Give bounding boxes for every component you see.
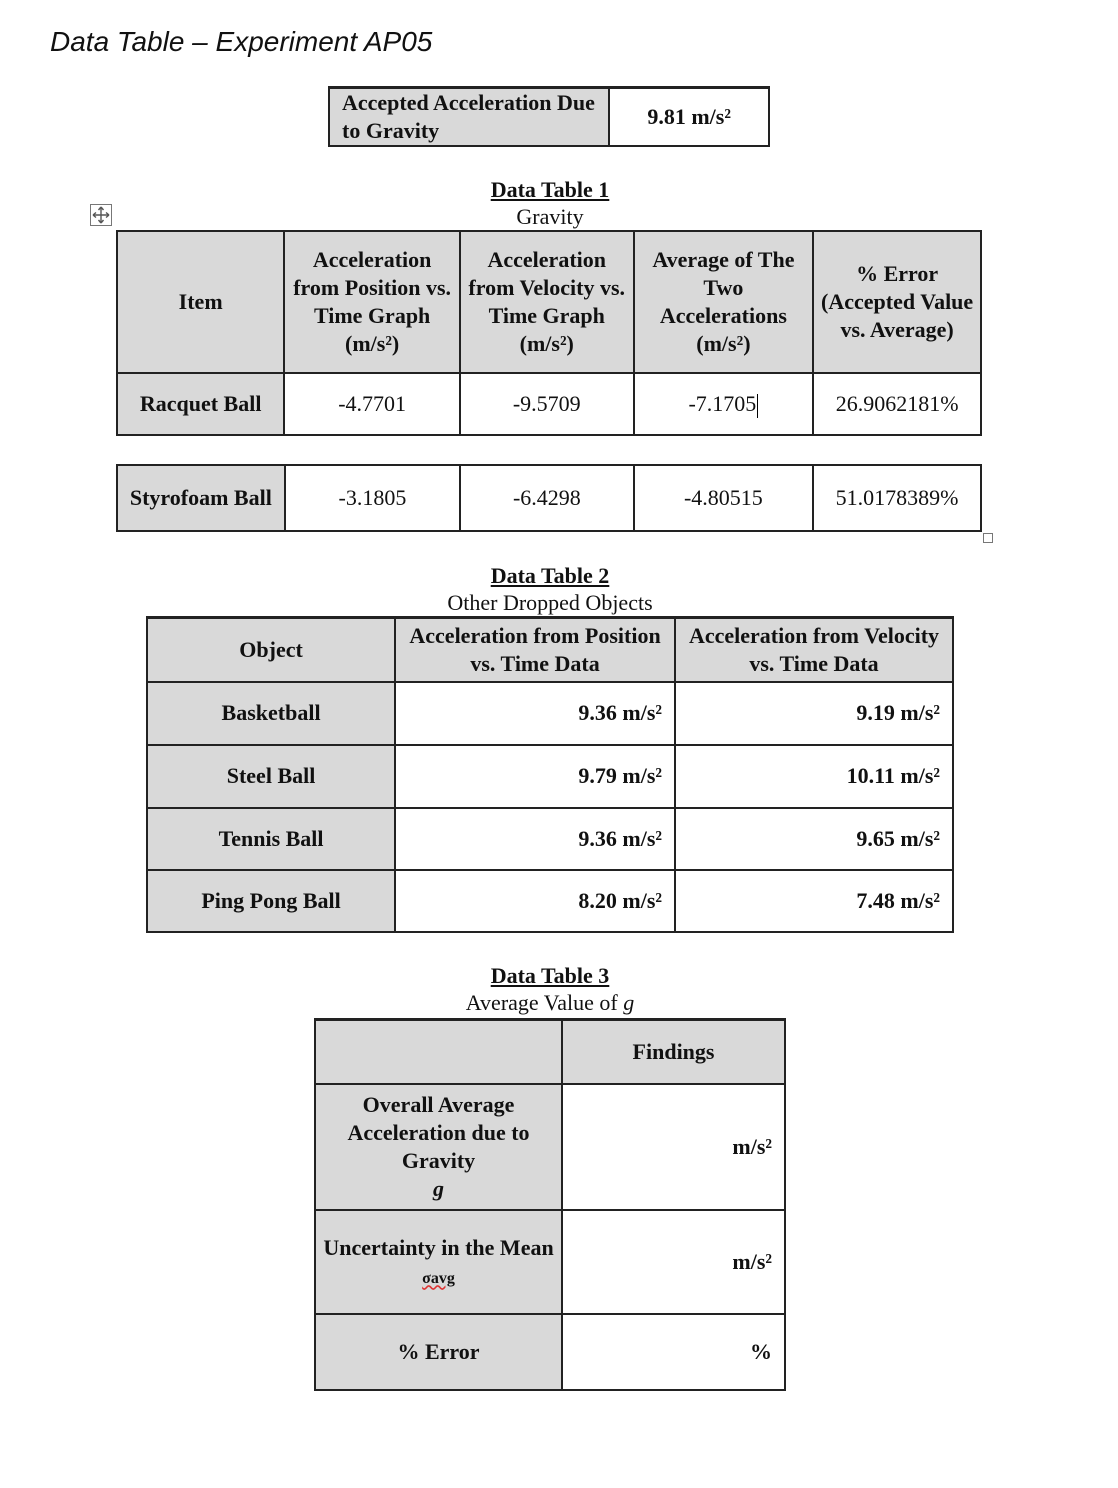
table2-object-cell: Ping Pong Ball	[147, 870, 395, 932]
table2-pos-cell[interactable]: 9.36 m/s²	[395, 808, 675, 870]
text-cursor	[757, 394, 758, 418]
document-title: Data Table – Experiment AP05	[50, 26, 433, 57]
table1-error-cell[interactable]: 51.0178389%	[813, 465, 981, 531]
table3-label-symbol: σavg	[422, 1269, 455, 1287]
accepted-gravity-value: 9.81 m/s²	[609, 88, 769, 147]
table-move-icon[interactable]	[90, 204, 112, 226]
table-row	[147, 745, 953, 808]
table-row	[147, 870, 953, 932]
table3-label-text: Uncertainty in the Mean	[323, 1234, 554, 1260]
table2-vel-cell[interactable]: 9.65 m/s²	[675, 808, 953, 870]
table1-error-cell[interactable]: 26.9062181%	[813, 373, 981, 435]
table1-pos-cell[interactable]: -3.1805	[285, 465, 460, 531]
table1-header-error: % Error (Accepted Value vs. Average)	[813, 231, 981, 373]
table2-title: Data Table 2	[490, 563, 610, 588]
table3-label-symbol: g	[433, 1175, 445, 1201]
table2-subtitle: Other Dropped Objects	[447, 590, 653, 615]
data-table-1	[116, 230, 982, 436]
table1-header-vel: Acceleration from Velocity vs. Time Graph (m/s²)	[460, 231, 634, 373]
table1-header-row	[117, 231, 981, 373]
table1-pos-cell[interactable]: -4.7701	[284, 373, 460, 435]
table2-object-cell: Tennis Ball	[147, 808, 395, 870]
table1-title: Data Table 1	[490, 177, 610, 202]
table-row	[315, 1314, 785, 1390]
table-row	[147, 808, 953, 870]
table2-vel-cell[interactable]: 7.48 m/s²	[675, 870, 953, 932]
table3-label-cell	[315, 1084, 562, 1210]
table3-finding-cell[interactable]: m/s²	[562, 1210, 785, 1314]
table1-caption	[400, 176, 700, 230]
table1-item-cell: Styrofoam Ball	[117, 465, 285, 531]
table3-caption	[400, 962, 700, 1016]
table-row	[117, 465, 981, 531]
table-resize-icon[interactable]	[983, 533, 993, 543]
data-table-2	[146, 616, 954, 933]
table1-subtitle: Gravity	[516, 204, 584, 229]
table1-vel-cell[interactable]: -9.5709	[460, 373, 634, 435]
table3-header-findings: Findings	[562, 1020, 785, 1084]
table3-label-cell: % Error	[315, 1314, 562, 1390]
table3-finding-cell[interactable]: m/s²	[562, 1084, 785, 1210]
table3-header-blank	[315, 1020, 562, 1084]
table1-vel-cell[interactable]: -6.4298	[460, 465, 633, 531]
table3-subtitle-text: Average Value of	[465, 990, 618, 1015]
accepted-gravity-table	[328, 86, 770, 147]
table2-header-row	[147, 618, 953, 682]
table3-subtitle	[400, 989, 700, 1016]
table2-header-object: Object	[147, 618, 395, 682]
table2-header-pos: Acceleration from Position vs. Time Data	[395, 618, 675, 682]
data-table-1-continued	[116, 464, 982, 532]
table3-label-cell	[315, 1210, 562, 1314]
accepted-gravity-label: Accepted Acceleration Due to Gravity	[329, 88, 609, 147]
table2-vel-cell[interactable]: 10.11 m/s²	[675, 745, 953, 808]
table1-item-cell: Racquet Ball	[117, 373, 284, 435]
table2-object-cell: Steel Ball	[147, 745, 395, 808]
table2-pos-cell[interactable]: 8.20 m/s²	[395, 870, 675, 932]
table3-finding-cell[interactable]: %	[562, 1314, 785, 1390]
data-table-3	[314, 1018, 786, 1391]
table1-header-pos: Acceleration from Position vs. Time Graph (m/s²)	[284, 231, 460, 373]
table2-caption	[380, 562, 720, 616]
table2-header-vel: Acceleration from Velocity vs. Time Data	[675, 618, 953, 682]
table2-pos-cell[interactable]: 9.79 m/s²	[395, 745, 675, 808]
table-row	[147, 682, 953, 745]
table-row	[315, 1084, 785, 1210]
table3-title: Data Table 3	[490, 963, 610, 988]
table1-avg-cell[interactable]: -4.80515	[634, 465, 814, 531]
table-row	[117, 373, 981, 435]
table3-header-row	[315, 1020, 785, 1084]
table2-pos-cell[interactable]: 9.36 m/s²	[395, 682, 675, 745]
table1-avg-cell[interactable]	[634, 373, 814, 435]
table3-label-text: Overall Average Acceleration due to Gravity	[347, 1091, 530, 1173]
table2-object-cell: Basketball	[147, 682, 395, 745]
table1-avg-value: -7.1705	[688, 391, 757, 416]
table-row	[315, 1210, 785, 1314]
table1-header-avg: Average of The Two Accelerations (m/s²)	[634, 231, 814, 373]
table2-vel-cell[interactable]: 9.19 m/s²	[675, 682, 953, 745]
table3-subtitle-symbol: g	[623, 990, 635, 1015]
table1-header-item: Item	[117, 231, 284, 373]
